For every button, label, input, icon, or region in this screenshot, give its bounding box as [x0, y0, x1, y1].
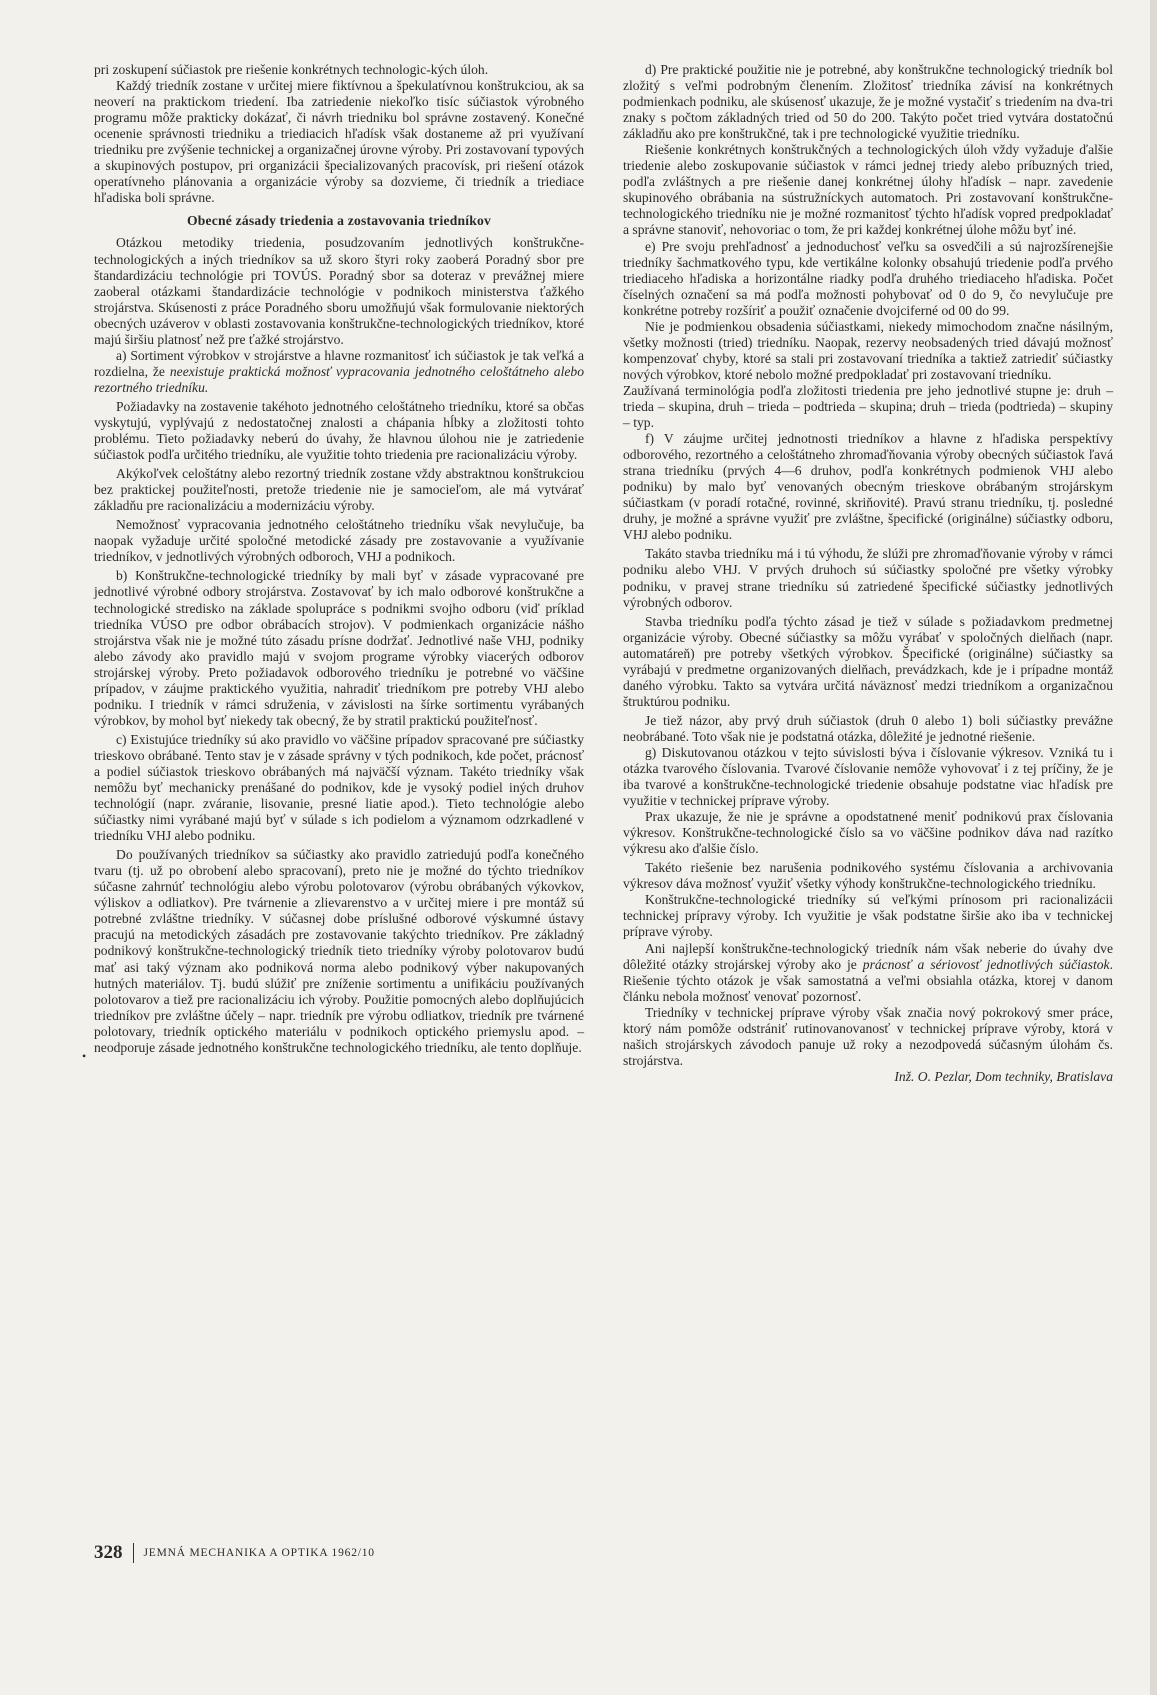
paragraph: Zaužívaná terminológia podľa zložitosti triedenia pre jeho jednotlivé stupne je: druh – trieda – skupina, druh – trieda – podtrieda – skupina; druh – trieda (podtrieda) – skupiny – typ.	[623, 382, 1113, 431]
paragraph: Je tiež názor, aby prvý druh súčiastok (druh 0 alebo 1) boli súčiastky prevážne neobrábané. Toto však nie je podstatná otázka, dôležité je jednotné riešenie.	[623, 712, 1113, 744]
page-footer	[94, 1542, 375, 1564]
left-column	[94, 62, 584, 1056]
paragraph	[94, 348, 584, 396]
paragraph: Do používaných triedníkov sa súčiastky ako pravidlo zatriedujú podľa konečného tvaru (tj. už po obrobení alebo spracovaní), preto nie je možné do týchto triedníkov súčasne zahrnúť technológiu alebo výrobu polotovarov (výrobu obrábaných výkovkov, výliskov a odliatkov). Pre tvárnenie a zlievarenstvo a v určitej miere i pre montáž sú potrebné zvláštne triedníky. V súčasnej dobe príslušné odborové výskumné ústavy pracujú na metodických zásadách pre zostavovanie takýchto triedníkov. Pre základný podnikový konštrukčne-technologický triedník tieto triedníky výroby polotovarov budú mať asi taký význam ako podniková norma alebo podnikový výber nakupovaných hutných materiálov. Tj. budú slúžiť pre zníženie sortimentu a unifikáciu používaných polotovarov a tiež pre racionalizáciu ich výroby. Použitie pomocných alebo doplňujúcich triedníkov pre zvláštne účely – napr. triedník pre výrobu odliatkov, triedník pre tvárnené polotovary, triedník optického materiálu v podnikoch optického priemyslu apod. – neodporuje zásade jednotného konštrukčne technologického triedníku, ale tento doplňuje.	[94, 847, 584, 1055]
emphasis-text: prácnosť a sériovosť jednotlivých súčiastok	[862, 956, 1110, 972]
paragraph: f) V záujme určitej jednotnosti triedníkov a hlavne z hľadiska perspektívy odborového, rezortného a celoštátneho zhromaďňovania výroby obecných súčiastok ľavá strana triedníku (prvých 4—6 druhov, podľa konkrétnych podmienok VHJ alebo podniku) by malo byť venovaných obecným trieskove obrábaným strojárskym súčiastkam (v poradí rotačné, rovinné, skriňovité). Pravú stranu triedníku, tj. posledné druhy, je možné a správne využiť pre zvláštne, špecifické (originálne) súčiastky odboru, VHJ alebo podniku.	[623, 431, 1113, 543]
paragraph: Takáto stavba triedníku má i tú výhodu, že slúži pre zhromaďňovanie výroby v rámci podniku alebo VHJ. V prvých druhoch sú súčiastky spoločné pre všetky výrobky podniku, v pravej strane triedníku sú zatriedené špecifické súčiastky jednotlivých výrobných odborov.	[623, 546, 1113, 610]
section-heading: Obecné zásady triedenia a zostavovania triedníkov	[187, 213, 491, 229]
page-number: 328	[94, 1542, 123, 1563]
footer-divider	[133, 1543, 134, 1563]
paragraph: Triedníky v technickej príprave výroby však značia nový pokrokový smer práce, ktorý nám pomôže odstrániť rutinovanovanosť v technickej príprave výroby, ktorá v našich strojárskych závodoch panuje už roky a nezodpovedá súčasným úlohám čs. strojárstva.	[623, 1004, 1113, 1068]
paragraph-text: a) Sortiment výrobkov v strojárstve a hlavne rozmanitosť ich súčiastok je tak veľká a rozdielna, že	[94, 347, 584, 379]
paragraph-text: . Riešenie týchto otázok je však samostatná a veľmi obsiahla otázka, ktorej v danom článku nebola možnosť venovať pozornosť.	[623, 956, 1113, 1004]
paragraph: Akýkoľvek celoštátny alebo rezortný triedník zostane vždy abstraktnou konštrukciou bez praktickej použiteľnosti, pretože triedenie nie je samocieľom, ale má vytvárať základňu pre racionalizáciu a modernizáciu výroby.	[94, 466, 584, 514]
emphasis-text: neexistuje praktická možnosť vypracovania jednotného celoštátneho alebo rezortného triedníku.	[94, 363, 584, 395]
paragraph: Otázkou metodiky triedenia, posudzovaním jednotlivých konštrukčne-technologických a iných triedníkov sa už skoro štyri roky zaoberá Poradný sbor pre štandardizáciu technológie pri TOVÚS. Poradný sbor sa doteraz v prevážnej miere zaoberal otázkami štandardizácie technológie v podnikoch ministerstva ťažkého strojárstva. Skúsenosti z práce Poradného sboru umožňujú však formulovanie niektorých obecných uzáverov v oblasti zostavovania konštrukčne-technologických triedníkov, ktoré majú širšiu platnosť než pre ťažké strojárstvo.	[94, 235, 584, 347]
paragraph: c) Existujúce triedníky sú ako pravidlo vo väčšine prípadov spracované pre súčiastky trieskovo obrábané. Tento stav je v zásade správny v tých podnikoch, kde počet, prácnosť a podiel súčiastok trieskovo obrábaných má najväčší význam. Takéto triedníky však nemôžu byť mechanicky prenášané do podnikov, kde je vysoký podiel iných druhov technológií (napr. zváranie, lisovanie, presné liatie apod.). Tieto technológie alebo súčiastky nimi vyrábané majú byť v súlade s ich podielom a významom odzrkadlené v triedníku VHJ alebo podniku.	[94, 731, 584, 844]
paragraph: d) Pre praktické použitie nie je potrebné, aby konštrukčne technologický triedník bol zložitý s veľmi podrobným členením. Zložitosť triedníka závisí na konkrétnych podmienkach podniku, ale skúsenosť ukazuje, že je možné vystačiť s triedením na dva-tri znaky s počtom základných tried od 50 do 200. Takýto počet tried vytvára dostatočnú základňu ako pre konštrukčné, tak i pre technologické využitie triedníku.	[623, 62, 1113, 142]
paragraph: Požiadavky na zostavenie takéhoto jednotného celoštátneho triedníku, ktoré sa občas vyskytujú, vyplývajú z nedostatočnej znalosti a chápania hĺbky a zložitosti tohto problému. Tieto požiadavky neberú do úvahy, že hlavnou úlohou nie je zatriedenie súčiastok podľa určitého triedníku, ale využitie tohto triedenia pre racionalizáciu výroby.	[94, 398, 584, 463]
paragraph	[623, 941, 1113, 1005]
paragraph: Riešenie konkrétnych konštrukčných a technologických úloh vždy vyžaduje ďalšie triedenie alebo zoskupovanie súčiastok v rámci jednej triedy alebo príbuzných tried, podľa zvláštnych a pre riešenie danej konkrétnej úlohy hľadísk – napr. zavedenie skupinového obrábania na sústružníckych automatoch. Pri zostavovaní konštrukčne-technologického triedníku nie je možné rozmanitosť týchto hľadísk vopred predpokladať a správne stanoviť, nehovoriac o tom, že pri každej konkrétnej úlohe môžu byť iné.	[623, 142, 1113, 238]
paragraph: Každý triedník zostane v určitej miere fiktívnou a špekulatívnou konštrukciou, ak sa neoverí na praktickom triedení. Iba zatriedenie niekoľko tisíc súčiastok výrobného programu môže prakticky dokázať, či návrh triedniku bol správne zostavený. Konečné ocenenie správnosti triedniku a triediacich hľadísk však dostaneme až pri využívaní triedniku pre zvýšenie technickej a organizačnej úrovne výroby. Pri zostavovaní typových a skupinových postupov, pri organizácii špecializovaných pracovísk, pri riešení otázok operatívneho plánovania a organizácie výroby sa dozvieme, či triedník a triediace hľadiska boli správne.	[94, 78, 584, 206]
paragraph-text: Ani najlepší konštrukčne-technologický triedník nám však neberie do úvahy dve dôležité otázky strojárskej výroby ako je	[623, 940, 1113, 972]
margin-bullet: •	[82, 1049, 87, 1063]
page-edge	[1150, 0, 1157, 1695]
paragraph: Nie je podmienkou obsadenia súčiastkami, niekedy mimochodom značne násilným, všetky možnosti (tried) triedníku. Naopak, rezervy neobsadených tried dávajú možnosť kompenzovať chyby, ktoré sa stali pri zostavovaní triedníka a taktiež zatriediť súčiastky nových výrobkov, ktoré nebolo možné predpokladať pri zostavovaní triedníku.	[623, 318, 1113, 382]
paragraph: e) Pre svoju prehľadnosť a jednoduchosť veľku sa osvedčili a sú najrozšírenejšie triedníky šachmatkového typu, kde vertikálne kolonky obsahujú triedenie podľa prvého triediaceho hľadiska a horizontálne riadky podľa druhého triediaceho hľadiska. Počet číselných označení sa má podľa možnosti pohybovať od 0 do 9, čo nevylučuje pre konkrétne potreby rozšíriť a použiť označenie dvojciferné od 00 do 99.	[623, 238, 1113, 318]
right-column	[623, 62, 1113, 1085]
paragraph: Konštrukčne-technologické triedníky sú veľkými prínosom pri racionalizácii technickej prípravy výroby. Ich využitie je však podstatne širšie ako iba v technickej príprave výroby.	[623, 892, 1113, 940]
paragraph: Nemožnosť vypracovania jednotného celoštátneho triedníku však nevylučuje, ba naopak vyžaduje určité spoločné metodické zásady pre zostavovanie a využívanie triedníkov, v jednotlivých výrobných odboroch, VHJ a podnikoch.	[94, 517, 584, 565]
paragraph: Prax ukazuje, že nie je správne a opodstatnené meniť podnikovú prax číslovania výkresov. Konštrukčne-technologické číslo sa vo väčšine podnikov dáva nad razítko výkresu ako ďalšie číslo.	[623, 809, 1113, 857]
author-signature: Inž. O. Pezlar, Dom techniky, Bratislava	[894, 1068, 1113, 1084]
paragraph: pri zoskupení súčiastok pre riešenie konkrétnych technologic-kých úloh.	[94, 62, 489, 77]
paragraph: b) Konštrukčne-technologické triedníky by mali byť v zásade vypracované pre jednotlivé výrobné odbory strojárstva. Zostavovať by ich malo odborové konštrukčne a technologické stredisko na základe spolupráce s podnikmi svojho odboru (viď príklad triedníka VÚSO pre odbor obrábacích strojov). V podmienkach organizácie nášho strojárstva však nie je možné túto zásadu prísne dodržať. Jednotlivé naše VHJ, podniky alebo závody ako pravidlo majú v svojom programe výrobky viacerých odborov strojárskej výroby. Preto požiadavok odborového triedníku je potrebné vo väčšine prípadov, v záujme praktického využitia, nahradiť triedníkom pre potreby VHJ alebo podniku. I triedník v rámci sdruženia, v závislosti na šírke sortimentu vyrábaných výrobkov, by mohol byť niekedy tak obecný, že by stratil praktickú použiteľnosť.	[94, 568, 584, 728]
paragraph: Takéto riešenie bez narušenia podnikového systému číslovania a archivovania výkresov dáva možnosť využiť všetky výhody konštrukčne-technologického triedníku.	[623, 860, 1113, 892]
paragraph: Stavba triedníku podľa týchto zásad je tiež v súlade s požiadavkom predmetnej organizácie výroby. Obecné súčiastky sa môžu vyrábať v spoločných dielňach (napr. automatáreň) pre potreby všetkých výrobkov. Špecifické (originálne) súčiastky sa vyrábajú v predmetne organizovaných dielňach, prevádzkach, kde je i prípadne montáž daného výrobku. Takto sa vytvára určitá náväznosť medzi triedníkom a organizačnou štruktúrou podniku.	[623, 613, 1113, 709]
paragraph: g) Diskutovanou otázkou v tejto súvislosti býva i číslovanie výkresov. Vzniká tu i otázka tvarového číslovania. Tvarové číslovanie nemôže vyhovovať i z tej príčiny, že je iba tvarové a konštrukčne-technologické triedenie obsahuje podstatne viac hľadísk pre využitie v technickej príprave výroby.	[623, 744, 1113, 809]
journal-name: JEMNÁ MECHANIKA A OPTIKA 1962/10	[143, 1547, 375, 1559]
